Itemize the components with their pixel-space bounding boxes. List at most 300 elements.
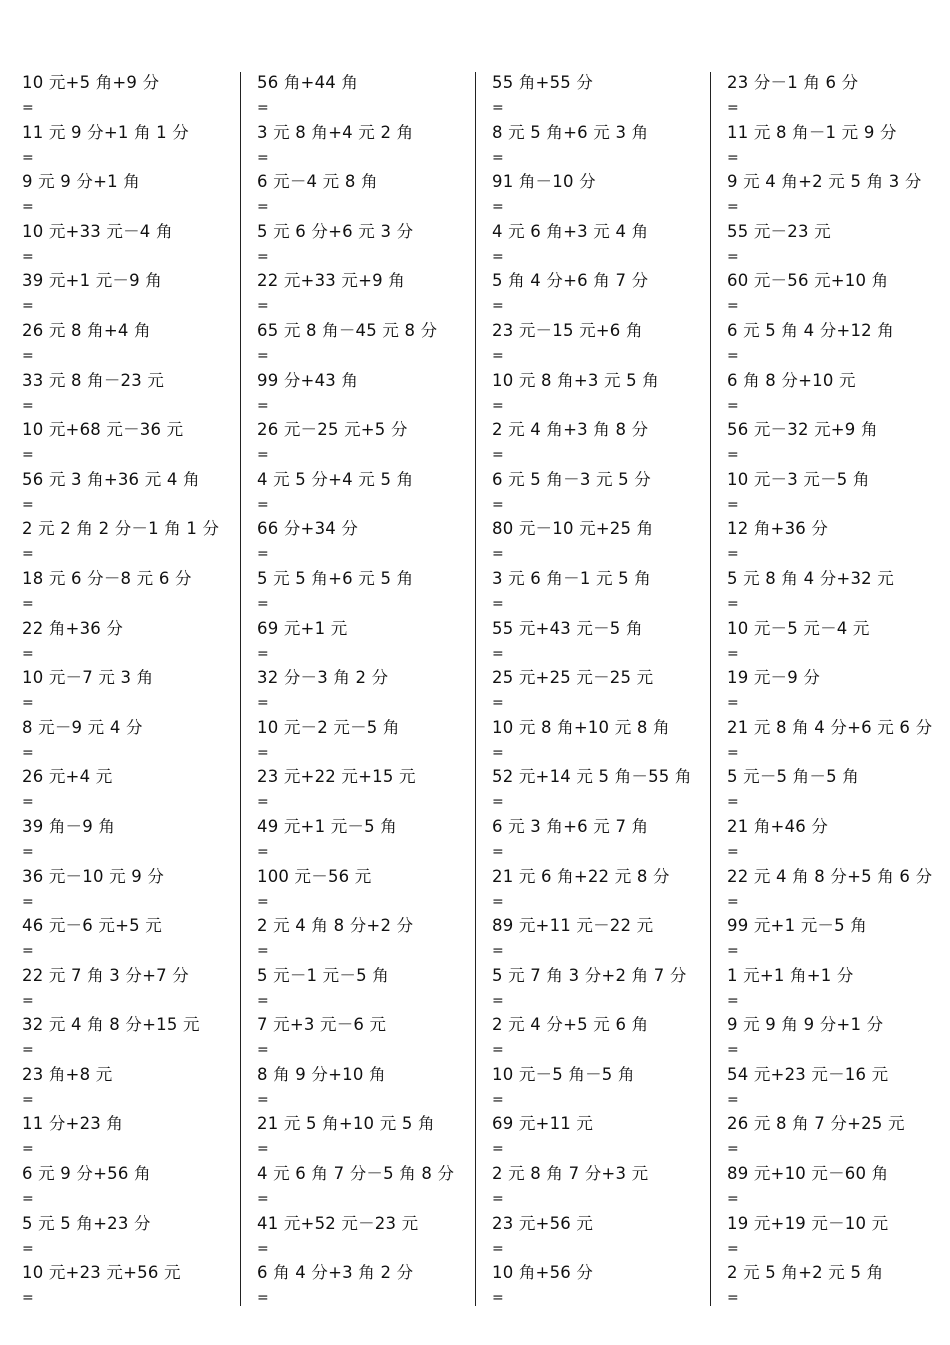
answer-equals-sign: =: [22, 1091, 34, 1108]
problem-item: [257, 616, 487, 666]
problem-expression: 55 角+55 分: [492, 73, 594, 92]
problem-expression: 10 元 8 角+3 元 5 角: [492, 370, 659, 390]
answer-equals-sign: =: [22, 1042, 34, 1059]
problem-item: [22, 1012, 252, 1062]
problem-item: [492, 1012, 722, 1062]
answer-equals-sign: =: [727, 397, 739, 414]
answer-equals-sign: =: [22, 199, 34, 216]
answer-equals-sign: =: [492, 992, 504, 1009]
answer-equals-sign: =: [727, 1141, 739, 1158]
problem-item: [492, 814, 722, 864]
problem-item: [22, 169, 252, 219]
problem-item: [22, 219, 252, 269]
answer-equals-sign: =: [492, 1042, 504, 1059]
problem-expression: 99 元+1 元－5 角: [727, 916, 867, 936]
answer-equals-sign: =: [22, 893, 34, 910]
problem-expression: 56 角+44 角: [257, 73, 359, 92]
problem-expression: 10 元－2 元－5 角: [257, 717, 400, 737]
problem-item: [257, 1161, 487, 1211]
problem-item: [492, 467, 722, 517]
problem-expression: 56 元－32 元+9 角: [727, 420, 878, 440]
problem-item: [257, 169, 487, 219]
problem-expression: 10 元+33 元－4 角: [22, 221, 173, 241]
problem-item: [22, 913, 252, 963]
answer-equals-sign: =: [492, 744, 504, 761]
problem-expression: 80 元－10 元+25 角: [492, 519, 654, 539]
answer-equals-sign: =: [257, 347, 269, 364]
problem-expression: 2 元 4 分+5 元 6 角: [492, 1015, 649, 1035]
answer-equals-sign: =: [492, 843, 504, 860]
answer-equals-sign: =: [492, 595, 504, 612]
problem-item: [492, 169, 722, 219]
problem-item: [22, 864, 252, 914]
problem-item: [22, 1211, 252, 1261]
problem-item: [257, 368, 487, 418]
answer-equals-sign: =: [22, 595, 34, 612]
answer-equals-sign: =: [727, 100, 739, 116]
answer-equals-sign: =: [727, 447, 739, 464]
problem-item: [22, 417, 252, 467]
problem-expression: 65 元 8 角－45 元 8 分: [257, 320, 438, 340]
answer-equals-sign: =: [257, 1290, 269, 1307]
answer-equals-sign: =: [257, 298, 269, 315]
answer-equals-sign: =: [22, 447, 34, 464]
answer-equals-sign: =: [492, 248, 504, 265]
problem-item: [727, 318, 950, 368]
problem-expression: 9 元 4 角+2 元 5 角 3 分: [727, 172, 922, 192]
answer-equals-sign: =: [492, 347, 504, 364]
problem-expression: 3 元 6 角－1 元 5 角: [492, 568, 651, 588]
problem-item: [257, 715, 487, 765]
answer-equals-sign: =: [257, 1091, 269, 1108]
problem-expression: 21 元 6 角+22 元 8 分: [492, 866, 670, 886]
answer-equals-sign: =: [22, 943, 34, 960]
problem-expression: 2 元 5 角+2 元 5 角: [727, 1263, 884, 1283]
answer-equals-sign: =: [257, 1141, 269, 1158]
answer-equals-sign: =: [727, 298, 739, 315]
problem-expression: 21 元 5 角+10 元 5 角: [257, 1114, 435, 1134]
problem-expression: 12 角+36 分: [727, 519, 829, 539]
problem-expression: 54 元+23 元－16 元: [727, 1064, 889, 1084]
problem-expression: 41 元+52 元－23 元: [257, 1213, 419, 1233]
problem-item: [492, 864, 722, 914]
problem-item: [727, 70, 950, 120]
problem-expression: 23 分－1 角 6 分: [727, 73, 859, 92]
answer-equals-sign: =: [22, 794, 34, 811]
answer-equals-sign: =: [257, 695, 269, 712]
answer-equals-sign: =: [257, 843, 269, 860]
problem-item: [257, 566, 487, 616]
problem-expression: 7 元+3 元－6 元: [257, 1015, 387, 1035]
problem-expression: 21 元 8 角 4 分+6 元 6 分: [727, 717, 933, 737]
problem-expression: 6 角 8 分+10 元: [727, 370, 856, 390]
answer-equals-sign: =: [727, 1042, 739, 1059]
problem-item: [257, 1211, 487, 1261]
problem-expression: 6 元 5 角 4 分+12 角: [727, 320, 894, 340]
answer-equals-sign: =: [492, 397, 504, 414]
answer-equals-sign: =: [257, 496, 269, 513]
problem-expression: 10 元－5 角－5 角: [492, 1064, 635, 1084]
problem-item: [727, 814, 950, 864]
problem-item: [727, 566, 950, 616]
problem-expression: 10 元 8 角+10 元 8 角: [492, 717, 670, 737]
answer-equals-sign: =: [257, 447, 269, 464]
answer-equals-sign: =: [257, 1191, 269, 1208]
problem-expression: 10 元－3 元－5 角: [727, 469, 870, 489]
answer-equals-sign: =: [22, 496, 34, 513]
problem-column-3: [492, 70, 722, 1310]
answer-equals-sign: =: [22, 546, 34, 563]
problem-expression: 26 元+4 元: [22, 767, 113, 787]
problem-item: [22, 467, 252, 517]
problem-item: [727, 665, 950, 715]
problem-expression: 5 元－5 角－5 角: [727, 767, 859, 787]
problem-expression: 21 角+46 分: [727, 816, 829, 836]
problem-item: [492, 616, 722, 666]
problem-column-2: [257, 70, 487, 1310]
problem-expression: 5 角 4 分+6 角 7 分: [492, 271, 649, 291]
answer-equals-sign: =: [727, 1240, 739, 1257]
problem-item: [257, 70, 487, 120]
answer-equals-sign: =: [22, 1191, 34, 1208]
problem-expression: 4 元 5 分+4 元 5 角: [257, 469, 414, 489]
problem-expression: 99 分+43 角: [257, 370, 359, 390]
problem-expression: 26 元－25 元+5 分: [257, 420, 408, 440]
answer-equals-sign: =: [727, 199, 739, 216]
answer-equals-sign: =: [492, 447, 504, 464]
answer-equals-sign: =: [257, 943, 269, 960]
problem-item: [22, 120, 252, 170]
problem-expression: 33 元 8 角－23 元: [22, 370, 165, 390]
problem-item: [22, 1260, 252, 1310]
problem-item: [22, 1111, 252, 1161]
answer-equals-sign: =: [727, 248, 739, 265]
problem-expression: 22 角+36 分: [22, 618, 124, 638]
problem-expression: 6 元 3 角+6 元 7 角: [492, 816, 649, 836]
answer-equals-sign: =: [727, 1290, 739, 1307]
problem-item: [257, 764, 487, 814]
answer-equals-sign: =: [727, 595, 739, 612]
answer-equals-sign: =: [257, 744, 269, 761]
problem-expression: 26 元 8 角 7 分+25 元: [727, 1114, 905, 1134]
problem-expression: 25 元+25 元－25 元: [492, 668, 654, 688]
problem-expression: 39 元+1 元－9 角: [22, 271, 162, 291]
problem-expression: 49 元+1 元－5 角: [257, 816, 397, 836]
problem-expression: 66 分+34 分: [257, 519, 359, 539]
answer-equals-sign: =: [22, 100, 34, 116]
problem-item: [727, 1062, 950, 1112]
problem-item: [22, 1062, 252, 1112]
problem-expression: 5 元 6 分+6 元 3 分: [257, 221, 414, 241]
problem-expression: 11 元 8 角－1 元 9 分: [727, 122, 897, 142]
problem-expression: 8 角 9 分+10 角: [257, 1064, 386, 1084]
answer-equals-sign: =: [257, 546, 269, 563]
problem-expression: 10 元+5 角+9 分: [22, 73, 160, 92]
problem-item: [22, 764, 252, 814]
answer-equals-sign: =: [22, 149, 34, 166]
problem-item: [257, 814, 487, 864]
problem-item: [22, 814, 252, 864]
answer-equals-sign: =: [492, 1191, 504, 1208]
problem-item: [727, 963, 950, 1013]
problem-item: [727, 516, 950, 566]
problem-expression: 22 元 4 角 8 分+5 角 6 分: [727, 866, 933, 886]
problem-item: [492, 1161, 722, 1211]
problem-expression: 11 元 9 分+1 角 1 分: [22, 122, 189, 142]
problem-item: [492, 1260, 722, 1310]
problem-item: [257, 1062, 487, 1112]
answer-equals-sign: =: [492, 546, 504, 563]
problem-item: [727, 268, 950, 318]
answer-equals-sign: =: [22, 992, 34, 1009]
problem-expression: 56 元 3 角+36 元 4 角: [22, 469, 200, 489]
answer-equals-sign: =: [727, 695, 739, 712]
answer-equals-sign: =: [22, 1240, 34, 1257]
problem-item: [22, 715, 252, 765]
problem-item: [257, 913, 487, 963]
problem-expression: 6 角 4 分+3 角 2 分: [257, 1263, 414, 1283]
problem-expression: 3 元 8 角+4 元 2 角: [257, 122, 414, 142]
problem-expression: 6 元－4 元 8 角: [257, 172, 378, 192]
answer-equals-sign: =: [22, 744, 34, 761]
problem-expression: 10 元+68 元－36 元: [22, 420, 184, 440]
problem-expression: 23 角+8 元: [22, 1064, 113, 1084]
answer-equals-sign: =: [22, 695, 34, 712]
problem-expression: 5 元 8 角 4 分+32 元: [727, 568, 894, 588]
answer-equals-sign: =: [492, 1290, 504, 1307]
answer-equals-sign: =: [492, 645, 504, 662]
problem-item: [727, 368, 950, 418]
problem-item: [492, 120, 722, 170]
answer-equals-sign: =: [22, 298, 34, 315]
problem-expression: 89 元+11 元－22 元: [492, 916, 654, 936]
answer-equals-sign: =: [492, 149, 504, 166]
problem-expression: 2 元 4 角+3 角 8 分: [492, 420, 649, 440]
problem-item: [257, 268, 487, 318]
problem-item: [257, 1260, 487, 1310]
problem-expression: 6 元 5 角－3 元 5 分: [492, 469, 651, 489]
problem-item: [727, 219, 950, 269]
problem-item: [22, 1161, 252, 1211]
problem-expression: 23 元+56 元: [492, 1213, 594, 1233]
problem-expression: 10 元－5 元－4 元: [727, 618, 870, 638]
problem-expression: 5 元 5 角+23 分: [22, 1213, 151, 1233]
answer-equals-sign: =: [492, 943, 504, 960]
problem-item: [22, 268, 252, 318]
problem-expression: 1 元+1 角+1 分: [727, 965, 854, 985]
problem-item: [492, 665, 722, 715]
problem-expression: 69 元+11 元: [492, 1114, 594, 1134]
problem-expression: 4 元 6 角 7 分－5 角 8 分: [257, 1164, 455, 1184]
problem-expression: 52 元+14 元 5 角－55 角: [492, 767, 692, 787]
problem-expression: 8 元 5 角+6 元 3 角: [492, 122, 649, 142]
problem-item: [492, 268, 722, 318]
problem-expression: 89 元+10 元－60 角: [727, 1164, 889, 1184]
answer-equals-sign: =: [22, 843, 34, 860]
answer-equals-sign: =: [492, 695, 504, 712]
problem-expression: 55 元－23 元: [727, 221, 831, 241]
problem-item: [727, 715, 950, 765]
problem-expression: 26 元 8 角+4 角: [22, 320, 151, 340]
problem-item: [727, 616, 950, 666]
problem-expression: 19 元+19 元－10 元: [727, 1213, 889, 1233]
problem-expression: 9 元 9 分+1 角: [22, 172, 140, 192]
answer-equals-sign: =: [727, 794, 739, 811]
problem-item: [727, 764, 950, 814]
answer-equals-sign: =: [492, 298, 504, 315]
problem-item: [492, 318, 722, 368]
problem-item: [22, 566, 252, 616]
problem-item: [727, 120, 950, 170]
problem-item: [492, 417, 722, 467]
answer-equals-sign: =: [492, 199, 504, 216]
problem-item: [257, 516, 487, 566]
problem-item: [257, 1012, 487, 1062]
answer-equals-sign: =: [22, 1290, 34, 1307]
answer-equals-sign: =: [257, 992, 269, 1009]
problem-item: [492, 913, 722, 963]
problem-item: [492, 1211, 722, 1261]
problem-item: [257, 467, 487, 517]
answer-equals-sign: =: [727, 645, 739, 662]
answer-equals-sign: =: [492, 893, 504, 910]
problem-expression: 19 元－9 分: [727, 668, 821, 688]
answer-equals-sign: =: [727, 893, 739, 910]
problem-expression: 91 角－10 分: [492, 172, 596, 192]
problem-item: [257, 665, 487, 715]
problem-item: [257, 1111, 487, 1161]
problem-item: [492, 566, 722, 616]
problem-expression: 32 元 4 角 8 分+15 元: [22, 1015, 200, 1035]
answer-equals-sign: =: [727, 1191, 739, 1208]
problem-item: [22, 665, 252, 715]
problem-item: [727, 1161, 950, 1211]
problem-item: [727, 1260, 950, 1310]
problem-expression: 4 元 6 角+3 元 4 角: [492, 221, 649, 241]
problem-expression: 2 元 2 角 2 分－1 角 1 分: [22, 519, 220, 539]
problem-item: [727, 169, 950, 219]
problem-expression: 46 元－6 元+5 元: [22, 916, 162, 936]
problem-item: [257, 963, 487, 1013]
answer-equals-sign: =: [22, 397, 34, 414]
answer-equals-sign: =: [727, 347, 739, 364]
answer-equals-sign: =: [257, 149, 269, 166]
problem-expression: 10 元－7 元 3 角: [22, 668, 154, 688]
problem-expression: 9 元 9 角 9 分+1 分: [727, 1015, 884, 1035]
problem-expression: 5 元－1 元－5 角: [257, 965, 389, 985]
problem-item: [22, 318, 252, 368]
answer-equals-sign: =: [22, 645, 34, 662]
problem-item: [727, 417, 950, 467]
problem-item: [727, 913, 950, 963]
answer-equals-sign: =: [727, 843, 739, 860]
problem-expression: 69 元+1 元: [257, 618, 348, 638]
problem-column-4: [727, 70, 950, 1310]
problem-expression: 6 元 9 分+56 角: [22, 1164, 151, 1184]
problem-item: [727, 1012, 950, 1062]
problem-item: [492, 368, 722, 418]
problem-expression: 18 元 6 分－8 元 6 分: [22, 568, 192, 588]
problem-item: [257, 219, 487, 269]
problem-expression: 22 元 7 角 3 分+7 分: [22, 965, 189, 985]
problem-expression: 39 角－9 角: [22, 816, 116, 836]
answer-equals-sign: =: [257, 199, 269, 216]
problem-expression: 5 元 7 角 3 分+2 角 7 分: [492, 965, 687, 985]
problem-item: [257, 120, 487, 170]
answer-equals-sign: =: [257, 645, 269, 662]
answer-equals-sign: =: [257, 1240, 269, 1257]
answer-equals-sign: =: [727, 992, 739, 1009]
answer-equals-sign: =: [727, 496, 739, 513]
problem-item: [22, 70, 252, 120]
answer-equals-sign: =: [22, 1141, 34, 1158]
answer-equals-sign: =: [492, 1240, 504, 1257]
problem-expression: 11 分+23 角: [22, 1114, 124, 1134]
problem-expression: 23 元+22 元+15 元: [257, 767, 416, 787]
problem-expression: 10 角+56 分: [492, 1263, 594, 1283]
problem-item: [257, 417, 487, 467]
problem-item: [22, 616, 252, 666]
answer-equals-sign: =: [257, 397, 269, 414]
problem-expression: 55 元+43 元－5 角: [492, 618, 643, 638]
answer-equals-sign: =: [257, 1042, 269, 1059]
problem-item: [22, 963, 252, 1013]
problem-expression: 10 元+23 元+56 元: [22, 1263, 181, 1283]
problem-item: [492, 219, 722, 269]
answer-equals-sign: =: [257, 100, 269, 116]
problem-item: [492, 516, 722, 566]
answer-equals-sign: =: [22, 347, 34, 364]
problem-column-1: [22, 70, 252, 1310]
answer-equals-sign: =: [727, 1091, 739, 1108]
problem-item: [492, 963, 722, 1013]
problem-item: [727, 467, 950, 517]
answer-equals-sign: =: [492, 1141, 504, 1158]
problem-item: [492, 715, 722, 765]
problem-expression: 32 分－3 角 2 分: [257, 668, 389, 688]
problem-item: [492, 764, 722, 814]
problem-expression: 22 元+33 元+9 角: [257, 271, 405, 291]
problem-expression: 8 元－9 元 4 分: [22, 717, 143, 737]
problem-item: [727, 1211, 950, 1261]
problem-item: [727, 864, 950, 914]
problem-item: [257, 864, 487, 914]
problem-item: [492, 70, 722, 120]
problem-expression: 60 元－56 元+10 角: [727, 271, 889, 291]
problem-expression: 2 元 4 角 8 分+2 分: [257, 916, 414, 936]
problem-expression: 5 元 5 角+6 元 5 角: [257, 568, 414, 588]
answer-equals-sign: =: [492, 794, 504, 811]
problem-item: [257, 318, 487, 368]
problem-item: [492, 1111, 722, 1161]
problem-expression: 100 元－56 元: [257, 866, 372, 886]
answer-equals-sign: =: [257, 595, 269, 612]
problem-item: [727, 1111, 950, 1161]
problem-expression: 2 元 8 角 7 分+3 元: [492, 1164, 649, 1184]
answer-equals-sign: =: [492, 1091, 504, 1108]
problem-item: [492, 1062, 722, 1112]
answer-equals-sign: =: [22, 248, 34, 265]
answer-equals-sign: =: [492, 100, 504, 116]
answer-equals-sign: =: [727, 943, 739, 960]
answer-equals-sign: =: [257, 794, 269, 811]
problem-expression: 36 元－10 元 9 分: [22, 866, 165, 886]
problem-item: [22, 516, 252, 566]
answer-equals-sign: =: [257, 248, 269, 265]
answer-equals-sign: =: [257, 893, 269, 910]
problem-expression: 23 元－15 元+6 角: [492, 320, 643, 340]
answer-equals-sign: =: [727, 546, 739, 563]
